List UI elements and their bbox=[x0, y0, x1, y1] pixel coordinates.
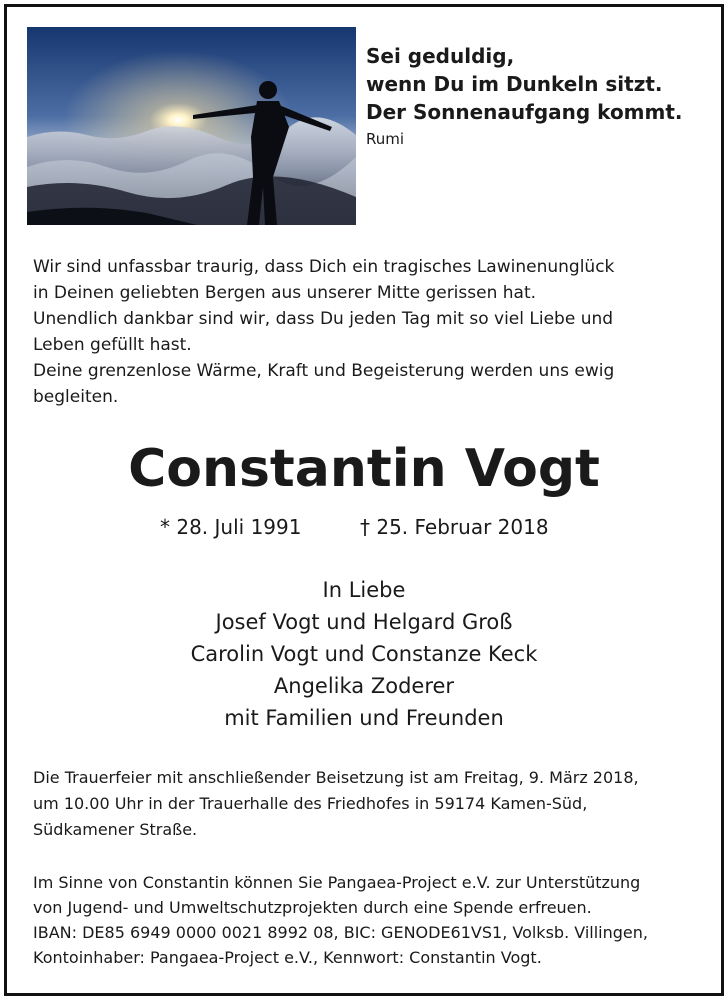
quote-author: Rumi bbox=[366, 130, 405, 148]
mourner-line: Angelika Zoderer bbox=[273, 674, 455, 698]
birth-date: * 28. Juli 1991 bbox=[160, 515, 302, 539]
intro-line: Wir sind unfassbar traurig, dass Dich ein tragisches Lawinenunglück bbox=[33, 257, 615, 277]
mourners-list bbox=[0, 574, 728, 734]
funeral-line: Die Trauerfeier mit anschließender Beisetzung ist am Freitag, 9. März 2018, bbox=[33, 768, 639, 787]
quote-block bbox=[366, 42, 716, 150]
intro-line: Unendlich dankbar sind wir, dass Du jeden Tag mit so viel Liebe und bbox=[33, 309, 614, 329]
funeral-info bbox=[33, 765, 713, 843]
intro-line: in Deinen geliebten Bergen aus unserer Mitte gerissen hat. bbox=[33, 283, 537, 303]
funeral-line: Südkamener Straße. bbox=[33, 820, 198, 839]
mourner-line: In Liebe bbox=[322, 578, 406, 602]
intro-line: Deine grenzenlose Wärme, Kraft und Begeisterung werden uns ewig bbox=[33, 361, 615, 381]
quote-line: wenn Du im Dunkeln sitzt. bbox=[366, 72, 663, 96]
death-date: † 25. Februar 2018 bbox=[360, 515, 549, 539]
intro-text bbox=[33, 254, 703, 410]
mourner-line: Josef Vogt und Helgard Groß bbox=[215, 610, 513, 634]
mourner-line: Carolin Vogt und Constanze Keck bbox=[190, 642, 538, 666]
donation-line: Im Sinne von Constantin können Sie Pangaea-Project e.V. zur Unterstützung bbox=[33, 873, 641, 892]
intro-line: Leben gefüllt hast. bbox=[33, 335, 192, 355]
intro-line: begleiten. bbox=[33, 387, 119, 407]
donation-line: von Jugend- und Umweltschutzprojekten durch eine Spende erfreuen. bbox=[33, 898, 592, 917]
donation-line: IBAN: DE85 6949 0000 0021 8992 08, BIC: GENODE61VS1, Volksb. Villingen, bbox=[33, 923, 648, 942]
funeral-line: um 10.00 Uhr in der Trauerhalle des Friedhofes in 59174 Kamen-Süd, bbox=[33, 794, 588, 813]
mountain-sunrise-photo bbox=[27, 27, 356, 225]
quote-line: Der Sonnenaufgang kommt. bbox=[366, 100, 683, 124]
donation-line: Kontoinhaber: Pangaea-Project e.V., Kennwort: Constantin Vogt. bbox=[33, 948, 542, 967]
mourner-line: mit Familien und Freunden bbox=[224, 706, 504, 730]
donation-info bbox=[33, 870, 713, 970]
quote-line: Sei geduldig, bbox=[366, 44, 515, 68]
deceased-name: Constantin Vogt bbox=[128, 439, 600, 499]
